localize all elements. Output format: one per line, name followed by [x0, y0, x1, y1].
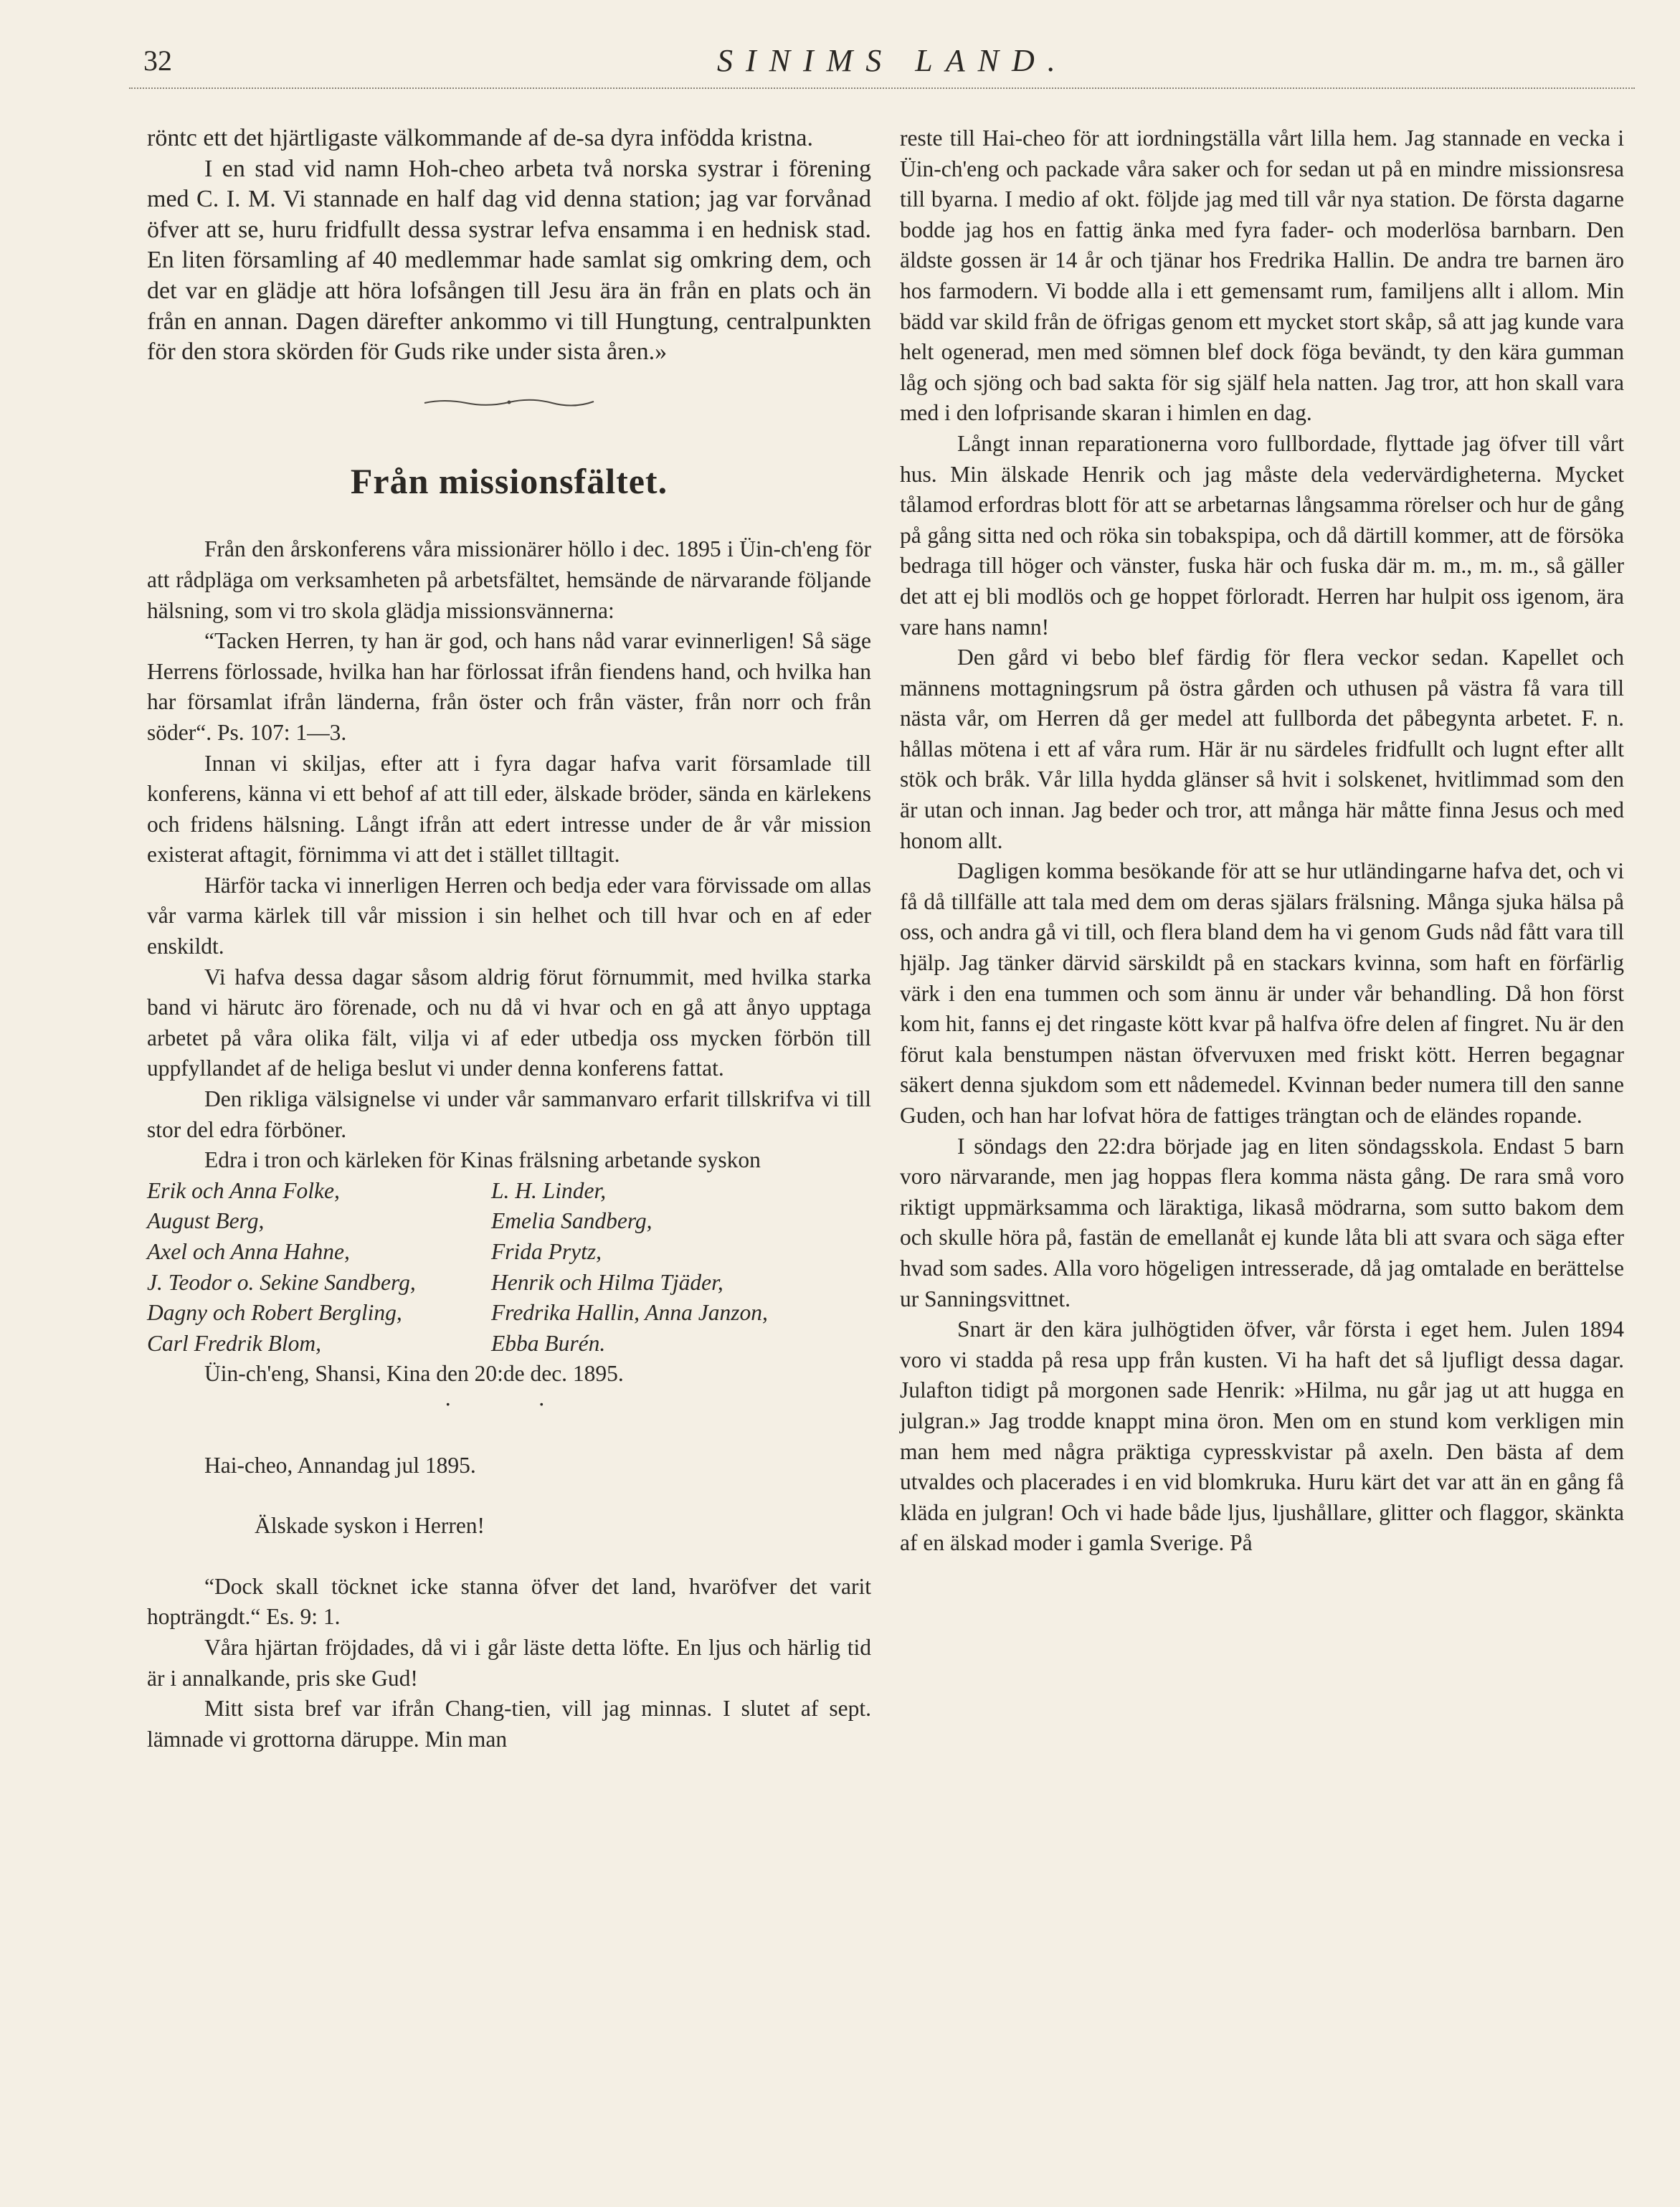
letter-paragraph: “Dock skall töcknet icke stanna öfver det land, hvaröfver det varit hopträngdt.“ Es. 9: 1.: [147, 1573, 871, 1630]
signature: Frida Prytz,: [491, 1239, 602, 1264]
right-column: [900, 123, 1624, 1559]
greeting-paragraph: Den rikliga välsignelse vi under vår sammanvaro erfarit tillskrifva vi till stor del edra förböner.: [147, 1086, 871, 1142]
signature: August Berg,: [147, 1208, 265, 1234]
page-header: [129, 39, 1635, 90]
intro-paragraph-2: I en stad vid namn Hoh-cheo arbeta två norska systrar i förening med C. I. M. Vi stannade en half dag vid denna station; jag var forvånad öfver att se, huru fridfullt dessa systrar lefva ensamma i en hednisk stad. En liten församling af 40 medlemmar hade samlat sig omkring dem, och det var en glädje att höra lofsången till Jesu ära än från en plats och än från en annan. Dagen därefter ankommo vi till Hungtung, centralpunkten för den stora skörden för Guds rike under sista åren.»: [147, 155, 871, 366]
letter-salutation: Älskade syskon i Herren!: [255, 1513, 485, 1539]
left-column: [147, 123, 871, 1755]
letter-paragraph: I söndags den 22:dra började jag en liten söndagsskola. Endast 5 barn voro närvarande, men jag hoppas flera komma nästa gång. De rara små voro riktigt uppmärksamma och läraktiga, likaså mödrarna, som sutto bakom dem och skulle höra på, fastän de emellanåt ej kunde låta bli att svara och säga efter hvad som sades. Alla voro högeligen intresserade, då jag omtalade en berättelse ur Sanningsvittnet.: [900, 1133, 1624, 1311]
intro-paragraph-1: röntc ett det hjärtligaste välkommande af de-sa dyra infödda kristna.: [147, 125, 814, 151]
greeting-paragraph: Härför tacka vi innerligen Herren och bedja eder vara förvissade om allas vår varma kärlek till vår mission i sin helhet och till hvar och en af eder enskildt.: [147, 872, 871, 959]
letter-paragraph: Långt innan reparationerna voro fullbordade, flyttade jag öfver till vårt hus. Min älskade Henrik och jag måste dela vedervärdigheterna. Mycket tålamod erfordras blott för att se arbetarnas långsamma rörelser och hur de gång på gång sitta ned och röka sin tobakspipa, och då därtill kommer, att de försöka bedraga till höger och vänster, fuska här och fuska där m. m., m. m., så gäller det att ej bli modlös och ge hoppet förloradt. Herren har hulpit oss igenom, ära vare hans namn!: [900, 430, 1624, 640]
letter-paragraph: Den gård vi bebo blef färdig för flera veckor sedan. Kapellet och männens mottagningsrum på östra gården och uthusen på västra få vara till nästa vår, om Herren då ger medel att fullborda det påbegynta arbetet. F. n. hållas mötena i ett af våra rum. Här är nu särdeles fridfullt och lugnt efter allt stök och bråk. Vår lilla hydda glänser så hvit i solskenet, hvitlimmad som den är utan och innan. Jag beder och tror, att många här måtte finna Jesus och med honom allt.: [900, 645, 1624, 853]
signature: J. Teodor o. Sekine Sandberg,: [147, 1269, 416, 1295]
place-date: Üin-ch'eng, Shansi, Kina den 20:de dec. 1895.: [204, 1361, 624, 1387]
signature: Erik och Anna Folke,: [147, 1177, 340, 1203]
spacer: [147, 1420, 871, 1451]
letter-paragraph: Mitt sista bref var ifrån Chang-tien, vill jag minnas. I slutet af sept. lämnade vi grottorna däruppe. Min man: [147, 1696, 871, 1752]
closing-line: Edra i tron och kärleken för Kinas frälsning arbetande syskon: [204, 1147, 761, 1173]
report-paragraph: Från den årskonferens våra missionärer höllo i dec. 1895 i Üin-ch'eng för att rådpläga om verksamheten på arbetsfältet, hemsände de närvarande följande hälsning, som vi tro skola glädja missionsvännerna:: [147, 536, 871, 623]
ornament-icon: [423, 397, 595, 407]
page-number: 32: [143, 44, 172, 77]
spacer: [147, 1542, 871, 1572]
signature: Dagny och Robert Bergling,: [147, 1300, 402, 1326]
ornamental-divider: [147, 388, 871, 419]
signature-list: [147, 1176, 871, 1359]
letter-dateline: Hai-cheo, Annandag jul 1895.: [204, 1452, 476, 1478]
letter-paragraph: reste till Hai-cheo för att iordningställa vårt lilla hem. Jag stannade en vecka i Üin-ch'eng och packade våra saker och for sedan ut på en mindre missionsresa till byarna. I medio af okt. följde jag med till vår nya station. De första dagarne bodde jag hos en fattig änka med fyra fader- och moderlösa barnbarn. Den äldste gossen är 14 år och tjänar hos Fredrika Hallin. De andra tre barnen äro hos farmodern. Vi bodde alla i ett gemensamt rum, familjens allt i allom. Min bädd var skild från de öfrigas genom ett mycket stort skåp, så att jag kunde vara helt ogenerad, men med sömnen blef dock föga bevändt, ty den kära gumman låg och sjöng och bad sakta för sig själf hela natten. Jag tror, att hon skall vara med i den lofprisande skaran i himlen en dag.: [900, 125, 1624, 426]
header-rule: [129, 87, 1635, 89]
signature: Emelia Sandberg,: [491, 1208, 652, 1234]
section-separator: ··: [444, 1391, 632, 1417]
signature: Carl Fredrik Blom,: [147, 1330, 321, 1356]
letter-paragraph: Dagligen komma besökande för att se hur utländingarne hafva det, och vi få då tillfälle att tala med dem om deras själars frälsning. Många sjuka hälsa på oss, och andra gå vi till, och flera bland dem ha vi genom Guds nåd fått vara till hjälp. Jag tänker därvid särskildt på en stackars kvinna, som haft en förfärlig värk i den ena tummen och som ännu är under vår behandling. Då hon först kom hit, fanns ej det ringaste kött kvar på halfva öfre delen af fingret. Nu är den förut kala benstumpen nästan öfvervuxen med friskt kött. Herren begagnar säkert denna sjukdom som ett nådemedel. Kvinnan beder numera till den sanne Guden, och han har lofvat höra de fattiges trängtan och de eländes ropande.: [900, 858, 1624, 1128]
signature: L. H. Linder,: [491, 1177, 607, 1203]
signature: Fredrika Hallin, Anna Janzon,: [491, 1300, 768, 1326]
signature: Ebba Burén.: [491, 1330, 606, 1356]
spacer: [147, 1481, 871, 1511]
greeting-paragraph: Innan vi skiljas, efter att i fyra dagar hafva varit församlade till konferens, känna vi ett behof af att till eder, älskade bröder, sända en kärlekens och fridens hälsning. Långt ifrån att edert intresse under de år vår mission existerat aftagit, förnimma vi att det i stället tilltagit.: [147, 750, 871, 868]
scripture-quote: “Tacken Herren, ty han är god, och hans nåd varar evinnerligen! Så säge Herrens förlossade, hvilka han har förlossat ifrån fiendens hand, och hvilka han har församlat ifrån länderna, från öster och från väster, från norr och från söder“. Ps. 107: 1—3.: [147, 628, 871, 745]
signature: Axel och Anna Hahne,: [147, 1239, 350, 1264]
running-title: SINIMS LAND.: [717, 43, 1068, 78]
section-heading: Från missionsfältet.: [350, 461, 668, 502]
greeting-paragraph: Vi hafva dessa dagar såsom aldrig förut förnummit, med hvilka starka band vi härutc äro förenade, och nu då vi hvar och en gå att ånyo upptaga arbetet på våra olika fält, vilja vi af eder utbedja oss mycken förbön till uppfyllandet af de heliga beslut vi under denna konferens fattat.: [147, 964, 871, 1081]
letter-paragraph: Snart är den kära julhögtiden öfver, vår första i eget hem. Julen 1894 voro vi stadda på resa upp från kusten. Vi ha haft det så ljufligt dessa dagar. Julafton tidigt på morgonen sade Henrik: »Hilma, nu går jag ut att hugga en julgran.» Jag trodde knappt mina öron. Men om en stund kom verkligen min man hem med några präktiga cypresskvistar på axeln. Den bästa af dem utvaldes och placerades i en vid blomkruka. Huru kärt det var att än en gång få kläda en julgran! Och vi hade både ljus, ljushållare, glitter och flaggor, skänkta af en älskad moder i gamla Sverige. På: [900, 1316, 1624, 1556]
letter-paragraph: Våra hjärtan fröjdades, då vi i går läste detta löfte. En ljus och härlig tid är i annalkande, pris ske Gud!: [147, 1634, 871, 1691]
signature: Henrik och Hilma Tjäder,: [491, 1269, 723, 1295]
